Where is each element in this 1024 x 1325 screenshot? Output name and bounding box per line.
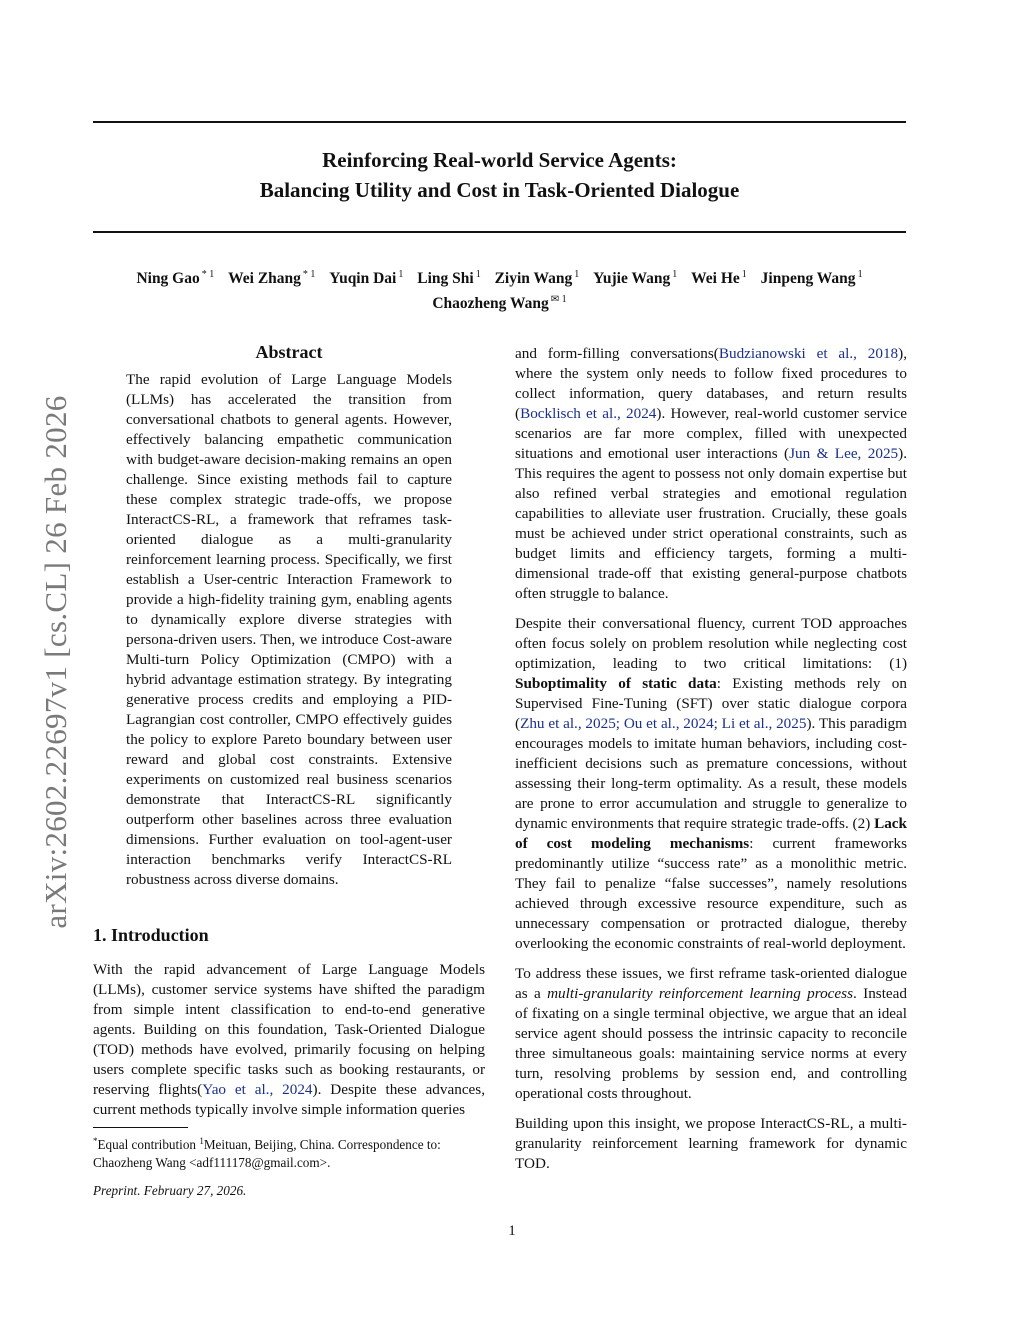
author-list	[93, 264, 906, 314]
intro-right-column	[515, 344, 907, 1174]
citation-link[interactable]: Budzianowski et al., 2018	[718, 345, 899, 362]
footnote: *Equal contribution $^1$Meituan, Beijing, China. Correspondence to: Chaozheng Wang <adf111178@gmail.com>.	[93, 1136, 441, 1170]
section-heading-introduction: 1. Introduction	[93, 925, 209, 945]
intro-paragraph-2: Despite their conversational fluency, current TOD approaches often focus solely on problem resolution while neglecting cost optimization, leading to two critical limitations: (1) Suboptimality of static data: Existing methods rely on Supervised Fine-Tuning (SFT) over static dialogue corpora (Zhu et al., 2025; Ou et al., 2024; Li et al., 2025). This paradigm encourages models to imitate human behaviors, including cost-inefficient decisions such as premature concessions, without assessing their long-term optimality. As a result, these models are prone to error accumulation and struggle to generalize to dynamic environments that require strategic trade-offs. (2) Lack of cost modeling mechanisms: current frameworks predominantly utilize “success rate” as a monolithic metric. They fail to penalize “false successes”, namely resolutions achieved through excessive resource expenditure, such as unnecessary compensation or protracted dialogue, thereby overlooking the economic constraints of real-world deployment.	[515, 615, 907, 952]
author: Wei Zhang $^{* 1}$	[228, 269, 316, 287]
citation-link[interactable]: Zhu et al., 2025; Ou et al., 2024; Li et al., 2025	[520, 715, 807, 732]
preprint-note: Preprint. February 27, 2026.	[93, 1183, 247, 1198]
arxiv-identifier[interactable]: arXiv:2602.22697v1 [cs.CL] 26 Feb 2026	[38, 395, 73, 929]
intro-paragraph-1-start: With the rapid advancement of Large Language Models (LLMs), customer service systems have shifted the paradigm from simple intent classification to end-to-end generative agents. Building on this foundation, Task-Oriented Dialogue (TOD) methods have evolved, primarily focusing on helping users complete specific tasks such as booking restaurants, or reserving flights(Yao et al., 2024). Despite these advances, current methods typically involve simple information queries	[93, 961, 486, 1118]
intro-paragraph-4: Building upon this insight, we propose InteractCS-RL, a multi-granularity reinforcement learning framework for dynamic TOD.	[515, 1115, 907, 1172]
author: Ling Shi $^1$	[417, 269, 481, 287]
author: Chaozheng Wang $^{✉ 1}$	[432, 294, 567, 312]
citation-link[interactable]: Bocklisch et al., 2024	[520, 405, 657, 422]
paper-title	[93, 145, 906, 205]
author: Wei He $^1$	[691, 269, 747, 287]
page-number: 1	[508, 1223, 516, 1239]
abstract-heading: Abstract	[255, 342, 323, 362]
author: Ning Gao $^{* 1}$	[136, 269, 215, 287]
footnote-divider	[93, 1127, 188, 1128]
top-rule	[93, 121, 906, 123]
author: Yujie Wang $^1$	[593, 269, 678, 287]
abstract-body	[126, 370, 452, 890]
author: Jinpeng Wang $^1$	[760, 269, 863, 287]
title-line-2: Balancing Utility and Cost in Task-Oriented Dialogue	[259, 178, 740, 202]
abstract-paragraph: The rapid evolution of Large Language Models (LLMs) has accelerated the transition from conversational chatbots to general agents. However, effectively balancing empathetic communication with budget-aware decision-making remains an open challenge. Since existing methods fail to capture these complex strategic trade-offs, we propose InteractCS-RL, a framework that reframes task-oriented dialogue as a multi-granularity reinforcement learning process. Specifically, we first establish a User-centric Interaction Framework to provide a high-fidelity training gym, enabling agents to dynamically explore diverse strategies with persona-driven users. Then, we introduce Cost-aware Multi-turn Policy Optimization (CMPO) with a hybrid advantage estimation strategy. By integrating generative process credits and employing a PID-Lagrangian cost controller, CMPO effectively guides the policy to explore Pareto boundary between user reward and global cost constraints. Extensive experiments on customized real business scenarios demonstrate that InteractCS-RL significantly outperform other baselines across three evaluation dimensions. Further evaluation on tool-agent-user interaction benchmarks verify InteractCS-RL robustness across diverse domains.	[126, 371, 452, 888]
author: Yuqin Dai $^1$	[329, 269, 404, 287]
author: Ziyin Wang $^1$	[494, 269, 580, 287]
citation-link[interactable]: Yao et al., 2024	[202, 1081, 313, 1098]
title-line-1: Reinforcing Real-world Service Agents:	[322, 148, 677, 172]
intro-paragraph-3: To address these issues, we first reframe task-oriented dialogue as a multi-granularity reinforcement learning process. Instead of fixating on a single terminal objective, we argue that an ideal service agent should possess the intrinsic capacity to reconcile three simultaneous goals: maintaining service norms at every turn, resolving problems by session end, and controlling operational costs throughout.	[515, 965, 907, 1102]
intro-left-column	[93, 960, 485, 1120]
intro-paragraph-1-cont: and form-filling conversations(Budzianowski et al., 2018), where the system only needs to follow fixed procedures to collect information, query databases, and return results (Bocklisch et al., 2024). However, real-world customer service scenarios are far more complex, filled with unexpected situations and emotional user interactions (Jun & Lee, 2025). This requires the agent to possess not only domain expertise but also refined verbal strategies and emotional regulation capabilities to alleviate user frustration. Crucially, these goals must be achieved under strict operational constraints, such as budget limits and efficiency targets, forming a multi-dimensional trade-off that existing general-purpose chatbots often struggle to balance.	[515, 345, 907, 602]
title-bottom-rule	[93, 231, 906, 233]
citation-link[interactable]: Jun & Lee, 2025	[789, 445, 899, 462]
